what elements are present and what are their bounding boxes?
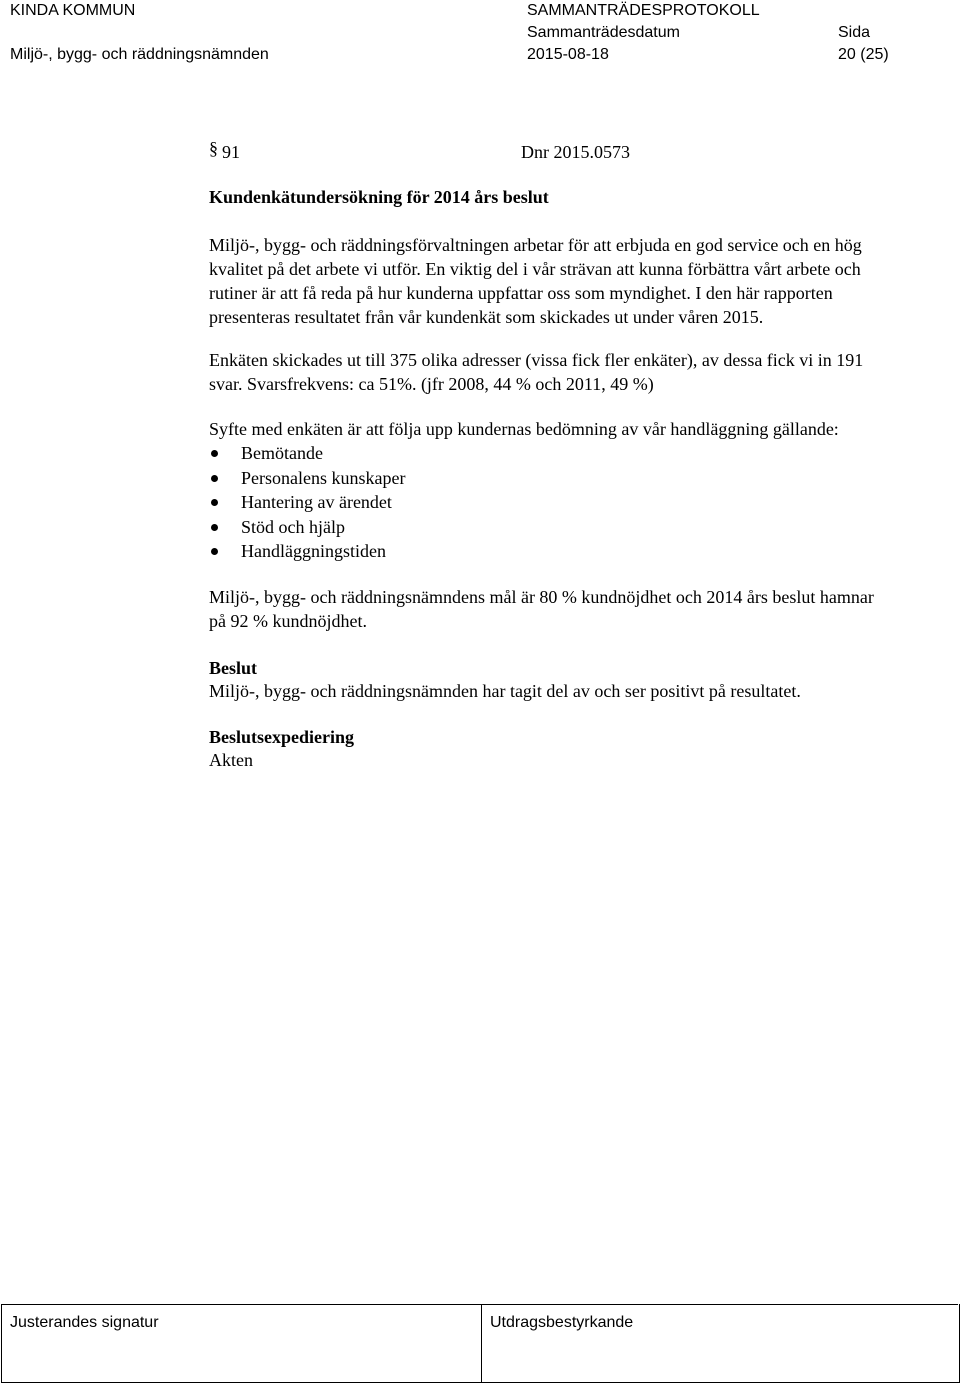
org-name: KINDA KOMMUN xyxy=(10,2,136,19)
dispatch-text: Akten xyxy=(209,750,253,770)
text-line: Syfte med enkäten är att följa upp kundernas bedömning av vår handläggning gällande: xyxy=(209,419,839,439)
list-item xyxy=(209,490,954,515)
list-item-label: Stöd och hjälp xyxy=(241,516,345,537)
decision-text: Miljö-, bygg- och räddningsnämnden har tagit del av och ser positivt på resultatet. xyxy=(209,681,801,701)
list-item-label: Personalens kunskaper xyxy=(241,467,406,488)
dispatch-heading: Beslutsexpediering xyxy=(209,727,355,747)
text-line: på 92 % kundnöjdhet. xyxy=(209,611,367,631)
list-item-label: Bemötande xyxy=(241,443,323,463)
list-item xyxy=(209,466,954,491)
bullet-icon xyxy=(211,548,218,555)
paragraph-response xyxy=(209,348,954,396)
bullet-icon xyxy=(211,499,218,506)
section-symbol: § xyxy=(209,138,218,158)
meeting-date-label: Sammanträdesdatum xyxy=(527,24,680,41)
paragraph-intro xyxy=(209,233,954,329)
text-line: Miljö-, bygg- och räddningsförvaltningen arbetar för att erbjuda en god service och en hög xyxy=(209,235,862,255)
list-item xyxy=(209,515,954,540)
item-title: Kundenkätundersökning för 2014 års beslut xyxy=(209,187,549,207)
text-line: Miljö-, bygg- och räddningsnämndens mål är 80 % kundnöjdhet och 2014 års beslut hamnar xyxy=(209,587,874,607)
bullet-list xyxy=(209,441,954,564)
bullet-icon xyxy=(211,450,218,457)
text-line: svar. Svarsfrekvens: ca 51%. (jfr 2008, 44 % och 2011, 49 %) xyxy=(209,374,654,394)
text-line: Enkäten skickades ut till 375 olika adresser (vissa fick fler enkäter), av dessa fick vi in 191 xyxy=(209,350,864,370)
certified-label: Utdragsbestyrkande xyxy=(490,1314,634,1331)
text-line: rutiner är att få reda på hur kunderna uppfattar oss som myndighet. I den här rapporten xyxy=(209,283,833,303)
paragraph-goal xyxy=(209,585,954,633)
dnr: Dnr 2015.0573 xyxy=(521,142,630,162)
committee-name: Miljö-, bygg- och räddningsnämnden xyxy=(10,46,269,63)
list-item xyxy=(209,539,954,564)
signature-label: Justerandes signatur xyxy=(10,1314,159,1331)
list-item xyxy=(209,441,954,466)
page-number: 20 (25) xyxy=(838,46,889,63)
doc-type: SAMMANTRÄDESPROTOKOLL xyxy=(527,2,760,19)
decision-heading: Beslut xyxy=(209,658,258,678)
text-line: kvalitet på det arbete vi utför. En viktig del i vår strävan att kunna förbättra vårt arbete och xyxy=(209,259,861,279)
item-number: 91 xyxy=(222,142,240,162)
paragraph-purpose xyxy=(209,417,954,441)
list-item-label: Hantering av ärendet xyxy=(241,492,392,512)
bullet-icon xyxy=(211,524,218,531)
text-line: presenteras resultatet från vår kundenkät som skickades ut under våren 2015. xyxy=(209,307,764,327)
page-label: Sida xyxy=(838,24,871,41)
list-item-label: Handläggningstiden xyxy=(241,541,386,561)
bullet-icon xyxy=(211,475,218,482)
meeting-date: 2015-08-18 xyxy=(527,46,609,63)
